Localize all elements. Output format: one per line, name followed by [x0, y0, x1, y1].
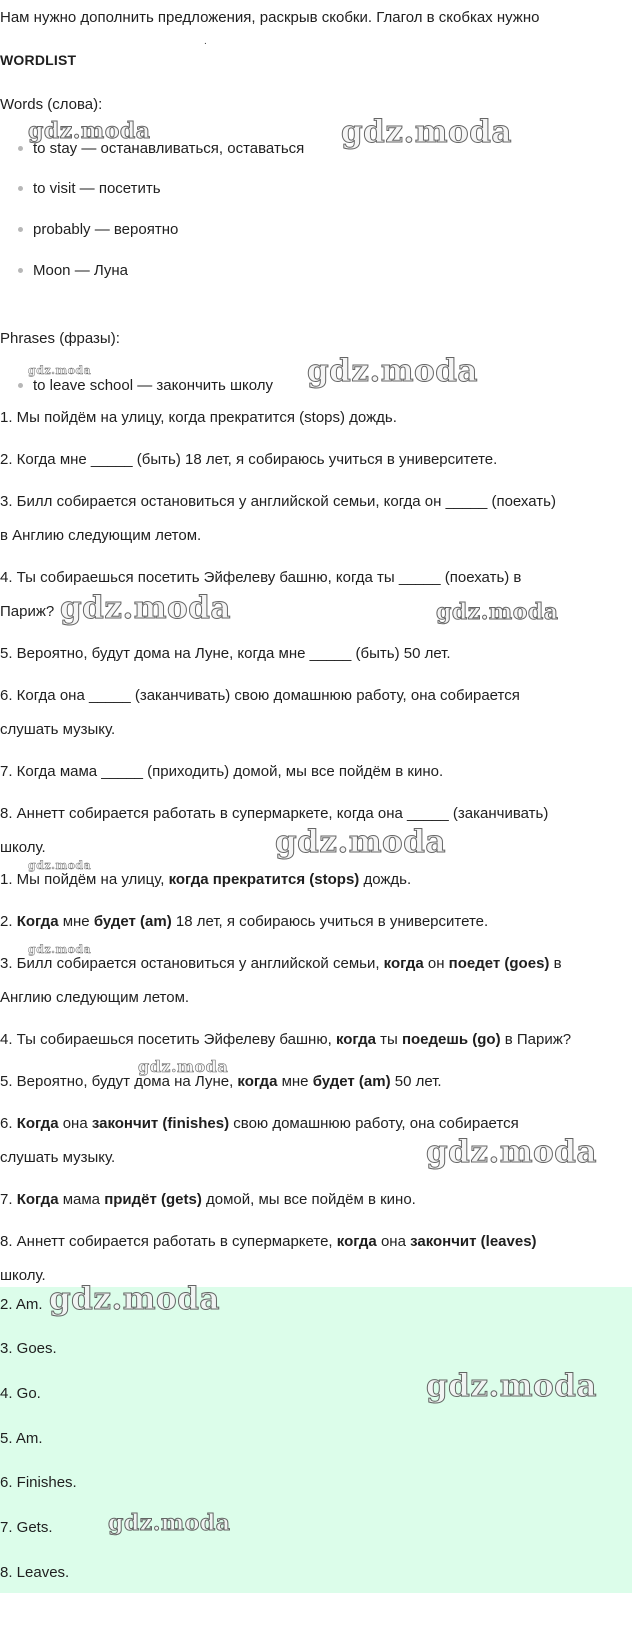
watermark: gdz.moda [341, 114, 512, 150]
question-3-line-1: 3. Билл собирается остановиться у английской семьи, когда он _____ (поехать) [0, 493, 556, 510]
bullet-icon [18, 383, 23, 388]
question-2: 2. Когда мне _____ (быть) 18 лет, я собираюсь учиться в университете. [0, 451, 498, 468]
question-8-line-1: 8. Аннетт собирается работать в супермаркете, когда она _____ (заканчивать) [0, 805, 549, 822]
short-answer: 3. Goes. [0, 1340, 57, 1357]
question-5: 5. Вероятно, будут дома на Луне, когда мне _____ (быть) 50 лет. [0, 645, 451, 662]
short-answer: 5. Am. [0, 1430, 43, 1447]
watermark: gdz.moda [108, 1510, 231, 1536]
watermark: gdz.moda [138, 1057, 229, 1076]
question-8-line-2: школу. [0, 839, 46, 856]
answer-7: 7. Когда мама придёт (gets) домой, мы все пойдём в кино. [0, 1191, 416, 1208]
question-1: 1. Мы пойдём на улицу, когда прекратится (stops) дождь. [0, 409, 397, 426]
bullet-icon [18, 186, 23, 191]
wordlist-heading: WORDLIST [0, 52, 77, 68]
short-answers-box [0, 1287, 632, 1593]
watermark: gdz.moda [60, 590, 231, 626]
question-7: 7. Когда мама _____ (приходить) домой, мы все пойдём в кино. [0, 763, 444, 780]
answer-1: 1. Мы пойдём на улицу, когда прекратится (stops) дождь. [0, 871, 412, 888]
answer-8-line-2: школу. [0, 1267, 46, 1284]
answer-2: 2. Когда мне будет (am) 18 лет, я собираюсь учиться в университете. [0, 913, 489, 930]
watermark: gdz.moda [426, 1134, 597, 1170]
watermark: gdz.moda [28, 364, 92, 377]
answer-6-line-2: слушать музыку. [0, 1149, 116, 1166]
watermark: gdz.moda [426, 1368, 597, 1404]
answer-3-line-2: Англию следующим летом. [0, 989, 190, 1006]
watermark: gdz.moda [436, 599, 559, 625]
answer-8-line-1: 8. Аннетт собирается работать в супермаркете, когда она закончит (leaves) [0, 1233, 537, 1250]
watermark: gdz.moda [28, 118, 151, 144]
short-answer: 2. Am. [0, 1296, 43, 1313]
question-4-line-2: Париж? [0, 603, 55, 620]
short-answer: 6. Finishes. [0, 1474, 77, 1491]
answer-6-line-1: 6. Когда она закончит (finishes) свою домашнюю работу, она собирается [0, 1115, 519, 1132]
question-6-line-2: слушать музыку. [0, 721, 116, 738]
intro-text: Нам нужно дополнить предложения, раскрыв скобки. Глагол в скобках нужно [0, 9, 540, 26]
short-answer: 4. Go. [0, 1385, 41, 1402]
bullet-icon [18, 227, 23, 232]
question-4-line-1: 4. Ты собираешься посетить Эйфелеву башню, когда ты _____ (поехать) в [0, 569, 522, 586]
bullet-icon [18, 146, 23, 151]
stray-dot: . [204, 36, 207, 47]
words-label: Words (слова): [0, 96, 103, 113]
question-6-line-1: 6. Когда она _____ (заканчивать) свою домашнюю работу, она собирается [0, 687, 520, 704]
short-answer: 8. Leaves. [0, 1564, 70, 1581]
short-answer: 7. Gets. [0, 1519, 53, 1536]
phrases-label: Phrases (фразы): [0, 330, 120, 347]
answer-3-line-1: 3. Билл собирается остановиться у английской семьи, когда он поедет (goes) в [0, 955, 562, 972]
watermark: gdz.moda [275, 824, 446, 860]
watermark: gdz.moda [28, 859, 92, 872]
watermark: gdz.moda [28, 943, 92, 956]
bullet-icon [18, 268, 23, 273]
answer-4: 4. Ты собираешься посетить Эйфелеву башню, когда ты поедешь (go) в Париж? [0, 1031, 572, 1048]
watermark: gdz.moda [49, 1281, 220, 1317]
answer-5: 5. Вероятно, будут дома на Луне, когда мне будет (am) 50 лет. [0, 1073, 442, 1090]
question-3-line-2: в Англию следующим летом. [0, 527, 202, 544]
watermark: gdz.moda [307, 353, 478, 389]
